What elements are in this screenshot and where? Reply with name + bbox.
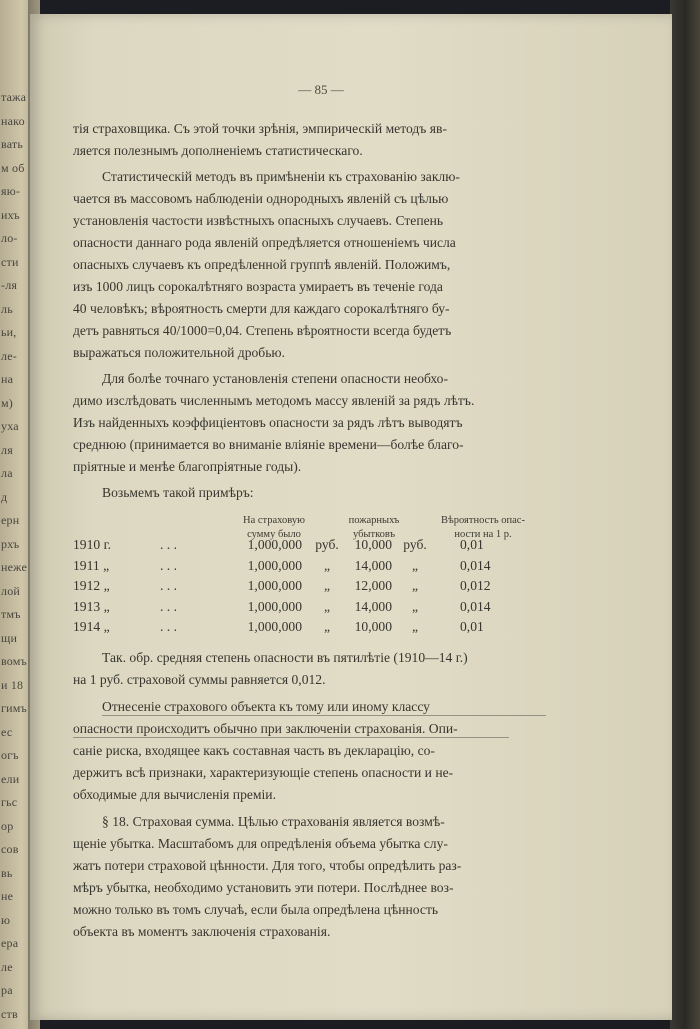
left-page-fragment: яю- — [1, 184, 21, 198]
table-cell-dots: . . . — [160, 557, 177, 573]
table-cell-loss: 10,000 — [354, 537, 392, 552]
text-line: чается въ массовомъ наблюденіи однородныхъ явленій съ цѣлью — [73, 191, 449, 206]
left-page-fragment: ели — [1, 771, 20, 786]
left-page-fragment: ло- — [1, 231, 18, 245]
left-page-fragment: тмъ — [1, 607, 21, 621]
left-page-fragment: сти — [1, 254, 19, 269]
text-line: саніе риска, входящее какъ составная часть въ декларацію, со- — [73, 743, 435, 758]
table-cell-loss: 14,000 — [354, 557, 392, 573]
left-page-fragment: уха — [1, 419, 19, 433]
table-cell-u1: „ — [323, 578, 331, 593]
left-page-fragment: ю — [1, 912, 11, 927]
text-line: выражаться положительной дробью. — [73, 345, 285, 360]
left-page-fragment: гьс — [1, 795, 18, 809]
text-line: 40 человѣкъ; вѣроятность смерти для каждаго сорокалѣтняго бу- — [73, 301, 450, 316]
left-page-fragment: ихъ — [1, 207, 20, 222]
left-page-fragment: м об — [1, 160, 25, 175]
left-page-fragment: вать — [1, 137, 24, 151]
text-line: опасности происходитъ обычно при заключеніи страхованія. Опи- — [73, 721, 458, 736]
text-line: установленія частости извѣстныхъ опасныхъ случаевъ. Степень — [73, 213, 444, 228]
left-page-fragment: ор — [1, 818, 14, 833]
book-cover-edge — [670, 0, 700, 1029]
table-header-losses: пожарныхъ убытковъ — [348, 515, 400, 540]
table-cell-u2: „ — [411, 557, 419, 573]
left-page-fragment: сов — [1, 842, 19, 856]
left-page-fragment: ств — [1, 1006, 18, 1021]
left-page-fragment: ла — [1, 466, 13, 480]
left-page-fragment: ля — [1, 442, 13, 457]
table-cell-loss: 14,000 — [354, 598, 392, 614]
text-line: изъ 1000 лицъ сорокалѣтняго возраста умираетъ въ теченіе года — [73, 279, 443, 294]
table-cell-year: 1912 „ — [73, 578, 110, 593]
left-page-fragment: нако — [1, 113, 25, 128]
left-page-fragment: на — [1, 372, 14, 386]
table-cell-dots: . . . — [160, 598, 177, 614]
table-cell-sum: 1,000,000 — [247, 598, 302, 614]
text-line: объекта въ моментъ заключенія страхованія. — [73, 924, 331, 939]
table-cell-year: 1911 „ — [73, 557, 110, 573]
left-page-fragment: ле- — [1, 348, 17, 363]
table-cell-dots: . . . — [160, 578, 177, 593]
table-cell-u2: руб. — [403, 537, 427, 552]
table-cell-loss: 10,000 — [354, 619, 392, 634]
left-page-fragment: ерн — [1, 513, 20, 527]
left-page-fragment: лой — [1, 583, 21, 598]
table-cell-u1: руб. — [315, 537, 339, 552]
text-line: ляется полезнымъ дополненіемъ статистическаго. — [73, 143, 363, 158]
text-line: держитъ всѣ признаки, характеризующіе степень опасности и не- — [73, 765, 454, 780]
text-line: Статистическій методъ въ примѣненіи къ страхованію заклю- — [102, 169, 460, 184]
left-page-fragment: тажа — [1, 90, 27, 104]
text-line: Изъ найденныхъ коэффиціентовъ опасности за рядъ лѣтъ выводятъ — [73, 415, 463, 430]
table-cell-prob: 0,01 — [460, 537, 484, 552]
text-line: мѣръ убытка, необходимо установить эти потери. Послѣднее воз- — [73, 880, 454, 895]
left-page-fragment: ера — [1, 936, 19, 950]
table-cell-dots: . . . — [160, 619, 177, 634]
table-cell-u2: „ — [411, 619, 419, 634]
table-cell-year: 1914 „ — [73, 619, 110, 634]
table-cell-u1: „ — [323, 557, 331, 573]
left-page-fragment: ес — [1, 724, 13, 739]
table-header-sum: На страховую сумму было — [243, 515, 305, 540]
left-page-fragment: вомъ — [1, 654, 27, 668]
text-line: Отнесеніе страхового объекта къ тому или иному классу — [102, 699, 430, 714]
text-line: жатъ потери страховой цѣнности. Для того, чтобы опредѣлить раз- — [73, 858, 462, 873]
text-line: тія страховщика. Съ этой точки зрѣнія, эмпирическій методъ яв- — [73, 121, 447, 136]
table-cell-prob: 0,01 — [460, 619, 484, 634]
left-page-fragment: щи — [1, 630, 18, 645]
table-header-probability: Вѣроятность опас- ности на 1 р. — [441, 515, 525, 540]
left-page-fragment: огъ — [1, 748, 19, 762]
text-line: § 18. Страховая сумма. Цѣлью страхованія является возмѣ- — [102, 814, 445, 829]
table-cell-sum: 1,000,000 — [247, 578, 302, 593]
left-page-fragment: д — [1, 489, 8, 504]
table-cell-loss: 12,000 — [354, 578, 392, 593]
left-page-fragment: -ля — [1, 278, 18, 292]
text-line: опасности даннаго рода явленій опредѣляется отношеніемъ числа — [73, 235, 456, 250]
left-page-fragment: не — [1, 889, 14, 903]
left-page-fragment: ра — [1, 983, 13, 997]
table-cell-u2: „ — [411, 578, 419, 593]
table-cell-sum: 1,000,000 — [247, 619, 302, 634]
text-line: на 1 руб. страховой суммы равняется 0,012. — [73, 672, 326, 687]
text-line: детъ равняться 40/1000=0,04. Степень вѣроятности всегда будетъ — [73, 323, 452, 338]
table-cell-u1: „ — [323, 598, 331, 614]
text-line: Так. обр. средняя степень опасности въ пятилѣтіе (1910—14 г.) — [102, 650, 468, 665]
pencil-underline — [102, 715, 546, 716]
table-cell-u1: „ — [323, 619, 331, 634]
page-number: — 85 — — [298, 82, 344, 97]
left-page-fragment: гимъ — [1, 701, 27, 715]
table-cell-prob: 0,014 — [460, 598, 491, 614]
table-cell-year: 1910 г. — [73, 537, 112, 552]
left-page-fragment: рхъ — [1, 536, 20, 551]
left-page-fragment: ьи, — [1, 325, 17, 339]
text-line: пріятные и менѣе благопріятные годы). — [73, 459, 302, 474]
book-page — [30, 14, 672, 1020]
text-line: можно только въ томъ случаѣ, если была опредѣлена цѣнность — [73, 902, 439, 917]
left-page-fragment: и 18 — [1, 677, 24, 692]
table-cell-dots: . . . — [160, 537, 177, 552]
left-page-fragment: м) — [1, 395, 13, 410]
text-line: среднюю (принимается во вниманіе вліяніе времени—болѣе благо- — [73, 437, 464, 452]
text-line: щеніе убытка. Масштабомъ для опредѣленія объема убытка слу- — [73, 836, 448, 851]
table-cell-sum: 1,000,000 — [247, 537, 302, 552]
pencil-underline — [73, 737, 509, 738]
text-line: димо изслѣдовать численнымъ методомъ массу явленій за рядъ лѣтъ. — [73, 393, 475, 408]
table-cell-u2: „ — [411, 598, 419, 614]
left-page-fragment: неже — [1, 560, 28, 574]
text-line: обходимые для вычисленія преміи. — [73, 787, 276, 802]
text-line: Для болѣе точнаго установленія степени опасности необхо- — [102, 371, 448, 386]
left-page-fragment: ле — [1, 959, 13, 974]
table-cell-sum: 1,000,000 — [247, 557, 302, 573]
left-page-fragment: ль — [1, 301, 13, 316]
left-page-fragment: вь — [1, 865, 13, 880]
text-line: опасныхъ случаевъ къ опредѣленной группѣ явленій. Положимъ, — [73, 257, 451, 272]
example-intro: Возьмемъ такой примѣръ: — [102, 485, 254, 500]
table-cell-prob: 0,012 — [460, 578, 491, 593]
table-cell-prob: 0,014 — [460, 557, 491, 573]
table-cell-year: 1913 „ — [73, 598, 110, 614]
